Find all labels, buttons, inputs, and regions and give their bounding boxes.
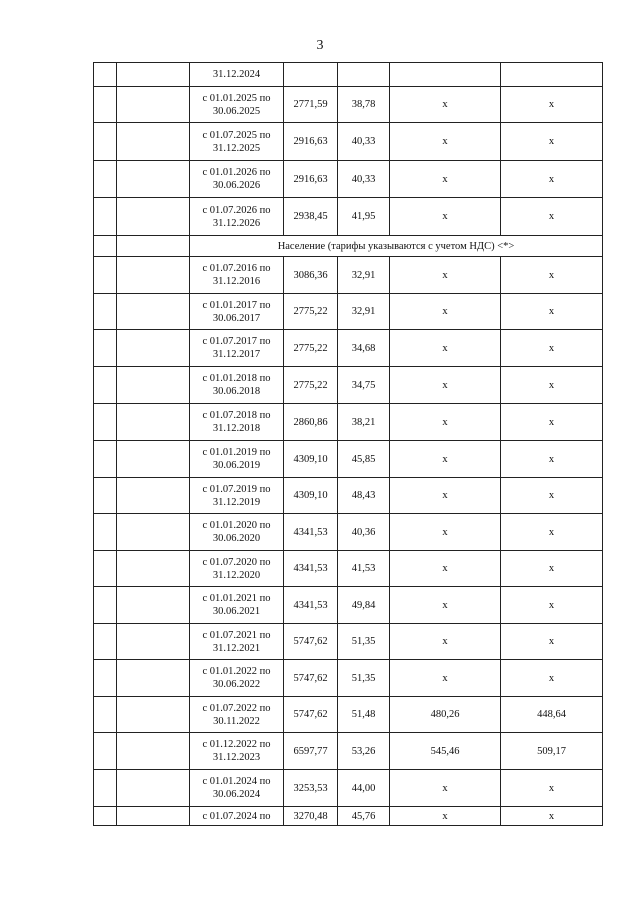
tariff-3-cell: х	[390, 87, 501, 123]
period-cell: 31.12.2024	[190, 63, 284, 87]
tariff-2-cell: 53,26	[338, 733, 390, 770]
tariff-4-cell: х	[501, 441, 603, 478]
tariff-4-cell: х	[501, 514, 603, 551]
row-subgroup-cell	[117, 123, 190, 161]
period-cell: с 01.01.2022 по 30.06.2022	[190, 660, 284, 697]
period-cell: с 01.07.2020 по 31.12.2020	[190, 551, 284, 587]
tariff-1-cell: 5747,62	[284, 660, 338, 697]
tariff-4-cell: х	[501, 367, 603, 404]
tariff-3-cell	[390, 63, 501, 87]
table-row	[94, 123, 603, 161]
table-row	[94, 367, 603, 404]
tariff-2-cell: 45,85	[338, 441, 390, 478]
row-subgroup-cell	[117, 294, 190, 330]
tariff-1-cell: 3253,53	[284, 770, 338, 807]
period-cell: с 01.07.2021 по 31.12.2021	[190, 624, 284, 660]
row-group-cell	[94, 478, 117, 514]
row-subgroup-cell	[117, 660, 190, 697]
period-cell: с 01.07.2024 по	[190, 807, 284, 826]
period-cell: с 01.07.2026 по 31.12.2026	[190, 198, 284, 236]
period-cell: с 01.07.2022 по 30.11.2022	[190, 697, 284, 733]
tariff-4-cell: х	[501, 587, 603, 624]
row-subgroup-cell	[117, 733, 190, 770]
tariff-4-cell: х	[501, 198, 603, 236]
tariff-1-cell: 3086,36	[284, 257, 338, 294]
row-subgroup-cell	[117, 367, 190, 404]
tariff-3-cell: х	[390, 198, 501, 236]
tariff-3-cell: х	[390, 257, 501, 294]
period-cell: с 01.07.2017 по 31.12.2017	[190, 330, 284, 367]
period-cell: с 01.07.2025 по 31.12.2025	[190, 123, 284, 161]
row-subgroup-cell	[117, 404, 190, 441]
tariff-1-cell: 6597,77	[284, 733, 338, 770]
row-group-cell	[94, 367, 117, 404]
tariff-4-cell: х	[501, 770, 603, 807]
tariff-2-cell: 41,95	[338, 198, 390, 236]
tariff-1-cell: 2916,63	[284, 161, 338, 198]
row-subgroup-cell	[117, 441, 190, 478]
row-group-cell	[94, 63, 117, 87]
tariff-4-cell: х	[501, 624, 603, 660]
period-cell: с 01.01.2021 по 30.06.2021	[190, 587, 284, 624]
period-cell: с 01.01.2017 по 30.06.2017	[190, 294, 284, 330]
period-cell: с 01.01.2018 по 30.06.2018	[190, 367, 284, 404]
tariff-2-cell: 51,35	[338, 660, 390, 697]
period-cell: с 01.12.2022 по 31.12.2023	[190, 733, 284, 770]
tariff-2-cell: 49,84	[338, 587, 390, 624]
tariff-2-cell: 51,48	[338, 697, 390, 733]
period-cell: с 01.07.2016 по 31.12.2016	[190, 257, 284, 294]
row-group-cell	[94, 123, 117, 161]
tariff-3-cell: х	[390, 551, 501, 587]
row-subgroup-cell	[117, 198, 190, 236]
row-group-cell	[94, 697, 117, 733]
tariff-2-cell: 32,91	[338, 294, 390, 330]
period-cell: с 01.01.2019 по 30.06.2019	[190, 441, 284, 478]
row-subgroup-cell	[117, 330, 190, 367]
tariff-1-cell: 4341,53	[284, 551, 338, 587]
table-row	[94, 697, 603, 733]
page-number: 3	[316, 38, 324, 53]
section-header-row	[94, 236, 603, 257]
period-cell: с 01.01.2025 по 30.06.2025	[190, 87, 284, 123]
tariff-3-cell: х	[390, 624, 501, 660]
tariff-4-cell: х	[501, 123, 603, 161]
table-row	[94, 161, 603, 198]
tariff-3-cell: 545,46	[390, 733, 501, 770]
tariff-2-cell: 51,35	[338, 624, 390, 660]
tariff-4-cell: 509,17	[501, 733, 603, 770]
tariff-2-cell: 45,76	[338, 807, 390, 826]
row-group-cell	[94, 294, 117, 330]
tariff-4-cell: х	[501, 294, 603, 330]
tariff-1-cell: 5747,62	[284, 697, 338, 733]
row-group-cell	[94, 807, 117, 826]
table-row	[94, 587, 603, 624]
tariff-4-cell: х	[501, 257, 603, 294]
section-caption: Население (тарифы указываются с учетом НДС) <*>	[190, 236, 603, 257]
row-subgroup-cell	[117, 63, 190, 87]
tariff-3-cell: х	[390, 660, 501, 697]
tariff-2-cell: 32,91	[338, 257, 390, 294]
row-group-cell	[94, 257, 117, 294]
table-row	[94, 63, 603, 87]
tariff-3-cell: х	[390, 514, 501, 551]
row-group-cell	[94, 587, 117, 624]
tariff-4-cell	[501, 63, 603, 87]
tariff-3-cell: х	[390, 294, 501, 330]
tariff-4-cell: х	[501, 161, 603, 198]
row-group-cell	[94, 236, 117, 257]
table-row	[94, 257, 603, 294]
period-cell: с 01.01.2024 по 30.06.2024	[190, 770, 284, 807]
tariff-4-cell: 448,64	[501, 697, 603, 733]
tariff-1-cell: 2860,86	[284, 404, 338, 441]
row-group-cell	[94, 441, 117, 478]
row-subgroup-cell	[117, 551, 190, 587]
tariff-4-cell: х	[501, 807, 603, 826]
tariff-2-cell: 40,33	[338, 161, 390, 198]
row-group-cell	[94, 161, 117, 198]
tariff-1-cell: 4309,10	[284, 441, 338, 478]
tariff-1-cell: 2771,59	[284, 87, 338, 123]
table-row	[94, 551, 603, 587]
table-row	[94, 441, 603, 478]
tariff-3-cell: х	[390, 441, 501, 478]
period-cell: с 01.01.2020 по 30.06.2020	[190, 514, 284, 551]
tariff-4-cell: х	[501, 87, 603, 123]
row-subgroup-cell	[117, 161, 190, 198]
tariff-3-cell: 480,26	[390, 697, 501, 733]
tariff-4-cell: х	[501, 330, 603, 367]
row-group-cell	[94, 660, 117, 697]
row-subgroup-cell	[117, 807, 190, 826]
table-body	[94, 63, 603, 826]
tariff-1-cell: 3270,48	[284, 807, 338, 826]
period-cell: с 01.07.2018 по 31.12.2018	[190, 404, 284, 441]
tariff-1-cell: 5747,62	[284, 624, 338, 660]
tariff-2-cell: 38,78	[338, 87, 390, 123]
table-row	[94, 624, 603, 660]
tariff-1-cell: 2775,22	[284, 367, 338, 404]
tariff-2-cell: 38,21	[338, 404, 390, 441]
tariff-4-cell: х	[501, 404, 603, 441]
tariff-1-cell	[284, 63, 338, 87]
row-group-cell	[94, 87, 117, 123]
tariff-3-cell: х	[390, 123, 501, 161]
tariff-3-cell: х	[390, 807, 501, 826]
row-group-cell	[94, 551, 117, 587]
row-group-cell	[94, 733, 117, 770]
period-cell: с 01.01.2026 по 30.06.2026	[190, 161, 284, 198]
tariff-1-cell: 4341,53	[284, 514, 338, 551]
tariff-3-cell: х	[390, 367, 501, 404]
table-row	[94, 514, 603, 551]
row-group-cell	[94, 330, 117, 367]
row-subgroup-cell	[117, 257, 190, 294]
row-group-cell	[94, 770, 117, 807]
tariff-3-cell: х	[390, 478, 501, 514]
row-subgroup-cell	[117, 478, 190, 514]
row-subgroup-cell	[117, 87, 190, 123]
tariff-2-cell	[338, 63, 390, 87]
tariff-1-cell: 4341,53	[284, 587, 338, 624]
table-row	[94, 330, 603, 367]
tariff-1-cell: 2775,22	[284, 294, 338, 330]
table-row	[94, 294, 603, 330]
tariff-1-cell: 2916,63	[284, 123, 338, 161]
tariff-4-cell: х	[501, 478, 603, 514]
tariff-2-cell: 48,43	[338, 478, 390, 514]
row-subgroup-cell	[117, 770, 190, 807]
tariff-3-cell: х	[390, 330, 501, 367]
tariff-1-cell: 2938,45	[284, 198, 338, 236]
row-subgroup-cell	[117, 514, 190, 551]
period-cell: с 01.07.2019 по 31.12.2019	[190, 478, 284, 514]
tariff-2-cell: 41,53	[338, 551, 390, 587]
table-row	[94, 478, 603, 514]
row-group-cell	[94, 624, 117, 660]
row-group-cell	[94, 514, 117, 551]
tariff-3-cell: х	[390, 161, 501, 198]
table-row	[94, 733, 603, 770]
tariff-3-cell: х	[390, 587, 501, 624]
table-row	[94, 87, 603, 123]
tariff-3-cell: х	[390, 770, 501, 807]
tariff-table	[93, 62, 603, 826]
tariff-2-cell: 34,75	[338, 367, 390, 404]
row-subgroup-cell	[117, 624, 190, 660]
row-group-cell	[117, 236, 190, 257]
row-group-cell	[94, 404, 117, 441]
table-row	[94, 660, 603, 697]
tariff-2-cell: 40,36	[338, 514, 390, 551]
row-group-cell	[94, 198, 117, 236]
row-subgroup-cell	[117, 697, 190, 733]
row-subgroup-cell	[117, 587, 190, 624]
table-row	[94, 770, 603, 807]
table-row	[94, 404, 603, 441]
tariff-1-cell: 4309,10	[284, 478, 338, 514]
tariff-3-cell: х	[390, 404, 501, 441]
tariff-2-cell: 44,00	[338, 770, 390, 807]
tariff-2-cell: 34,68	[338, 330, 390, 367]
table-row	[94, 198, 603, 236]
tariff-4-cell: х	[501, 660, 603, 697]
tariff-1-cell: 2775,22	[284, 330, 338, 367]
tariff-2-cell: 40,33	[338, 123, 390, 161]
tariff-4-cell: х	[501, 551, 603, 587]
table-row	[94, 807, 603, 826]
